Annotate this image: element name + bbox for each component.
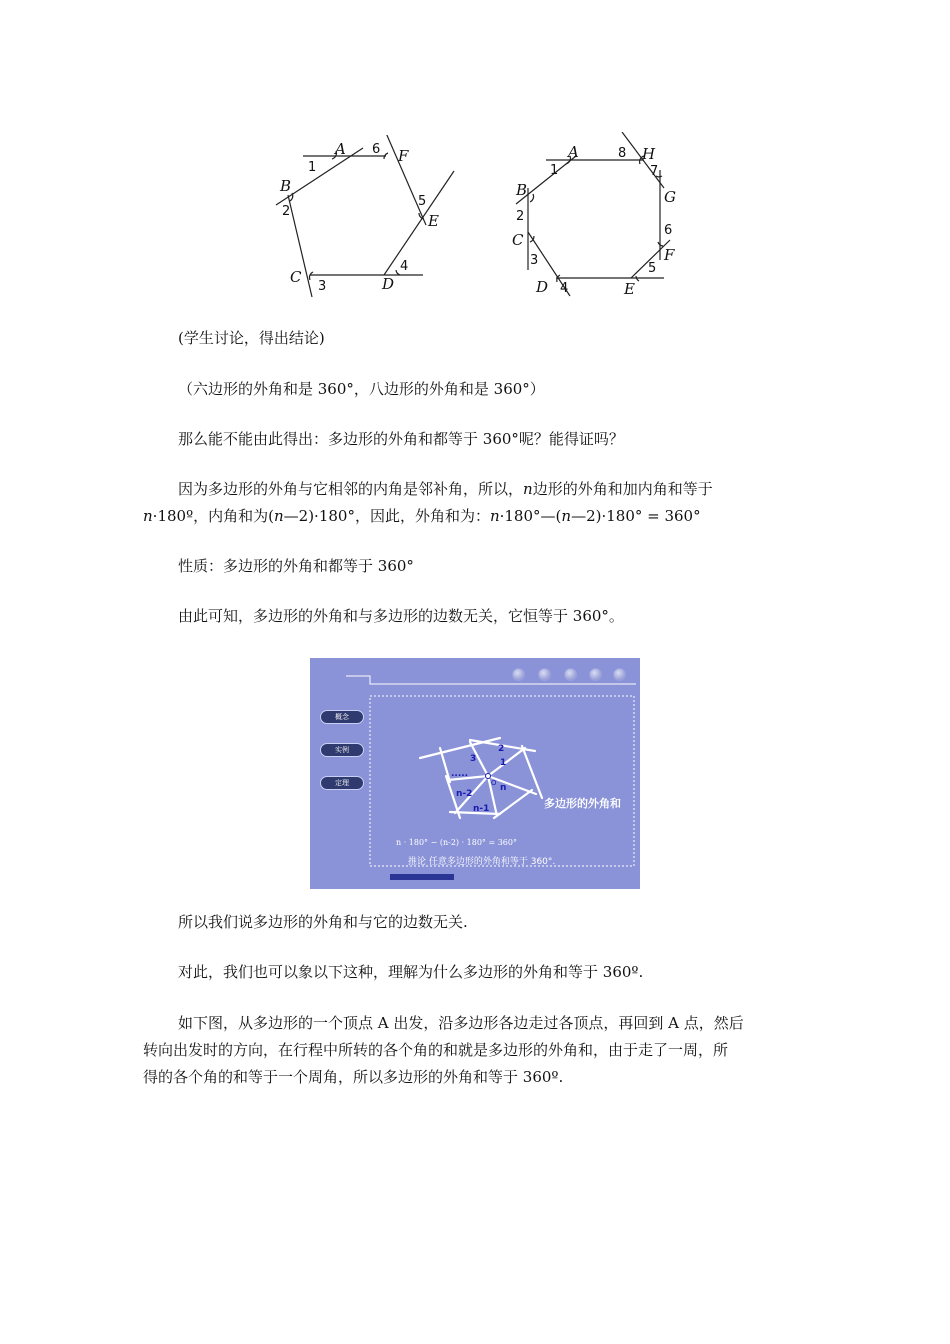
slide-angle-label: 2 — [498, 744, 505, 754]
slide-nav-button[interactable] — [538, 668, 551, 681]
angle-label: 4 — [400, 259, 409, 274]
slide-nav-button[interactable] — [564, 668, 577, 681]
angle-label: 3 — [530, 253, 539, 268]
paragraph-discussion: (学生讨论，得出结论) — [178, 329, 325, 347]
text-run: ·180º，内角和为( — [152, 507, 274, 525]
vertex-label: E — [428, 212, 439, 230]
angle-label: 7 — [650, 164, 659, 179]
slide-angle-label: n-2 — [456, 789, 473, 799]
slide-angle-label: 3 — [470, 754, 477, 764]
slide-title: 多边形的外角和 — [544, 797, 621, 810]
slide-center-label: O — [491, 779, 497, 787]
angle-label: 2 — [282, 204, 291, 219]
angle-label: 6 — [372, 142, 381, 157]
variable-n: n — [489, 507, 500, 525]
hexagon-exterior-angles-figure — [268, 135, 468, 300]
slide-nav-button[interactable] — [613, 668, 626, 681]
paragraph-walk-line3: 得的各个角的和等于一个周角，所以多边形的外角和等于 360º. — [143, 1068, 564, 1086]
vertex-label: G — [664, 188, 676, 206]
variable-n: n — [523, 480, 533, 498]
paragraph-conclusion: （六边形的外角和是 360°，八边形的外角和是 360°） — [178, 380, 545, 398]
paragraph-alternative: 对此，我们也可以象以下这种，理解为什么多边形的外角和等于 360º. — [178, 963, 644, 981]
vertex-label: D — [382, 275, 395, 293]
vertex-label: D — [536, 278, 549, 296]
paragraph-summary: 所以我们说多边形的外角和与它的边数无关. — [178, 913, 468, 931]
angle-label: 5 — [418, 194, 427, 209]
vertex-label: F — [664, 246, 675, 264]
slide-angle-label: ..... — [451, 769, 469, 779]
angle-label: 1 — [308, 160, 317, 175]
angle-label: 1 — [550, 163, 559, 178]
variable-n: n — [561, 507, 572, 525]
text-run: ·180°—( — [499, 507, 562, 525]
angle-label: 8 — [618, 146, 627, 161]
paragraph-walk-line2: 转向出发时的方向，在行程中所转的各个角的和就是多边形的外角和，由于走了一周，所 — [143, 1041, 729, 1059]
slide-formula: n · 180° − (n-2) · 180° = 360° — [396, 838, 517, 847]
angle-label: 2 — [516, 209, 525, 224]
text-run: —2)·180°，因此，外角和为： — [283, 507, 490, 525]
courseware-slide-image — [310, 658, 640, 889]
slide-nav-button[interactable] — [589, 668, 602, 681]
vertex-label: B — [516, 181, 528, 199]
slide-example-button[interactable]: 实例 — [320, 743, 364, 757]
slide-nav-button[interactable] — [512, 668, 525, 681]
vertex-label: C — [290, 268, 302, 286]
paragraph-walk-line1: 如下图，从多边形的一个顶点 A 出发，沿多边形各边走过各顶点，再回到 A 点，然后 — [178, 1014, 744, 1032]
slide-concept-button[interactable]: 概念 — [320, 710, 364, 724]
paragraph-inference: 由此可知，多边形的外角和与多边形的边数无关，它恒等于 360°。 — [178, 607, 624, 625]
vertex-label: C — [512, 231, 524, 249]
angle-label: 5 — [648, 261, 657, 276]
paragraph-question: 那么能不能由此得出：多边形的外角和都等于 360°呢？能得证吗？ — [178, 430, 624, 448]
slide-angle-label: 1 — [500, 758, 507, 768]
paragraph-property: 性质：多边形的外角和都等于 360° — [178, 557, 414, 575]
octagon-exterior-angles-figure — [508, 132, 693, 300]
vertex-label: E — [624, 280, 635, 298]
slide-angle-label: n-1 — [473, 804, 490, 814]
vertex-label: F — [398, 147, 409, 165]
paragraph-proof-line2 — [0, 503, 950, 530]
variable-n: n — [143, 507, 153, 525]
angle-label: 3 — [318, 279, 327, 294]
slide-angle-label: n — [500, 783, 507, 793]
angle-label: 6 — [664, 223, 673, 238]
slide-corollary: 推论 任意多边形的外角和等于 360°. — [408, 857, 556, 867]
variable-n: n — [273, 507, 284, 525]
paragraph-proof-line1 — [0, 476, 950, 503]
angle-label: 4 — [560, 281, 569, 296]
vertex-label: A — [335, 140, 346, 158]
text-run: —2)·180° = 360° — [571, 507, 701, 525]
vertex-label: A — [568, 143, 579, 161]
text-run: 边形的外角和加内角和等于 — [532, 480, 713, 498]
text-run: 因为多边形的外角与它相邻的内角是邻补角，所以， — [178, 480, 524, 498]
slide-progress-bar — [390, 874, 454, 880]
vertex-label: H — [642, 145, 656, 163]
slide-theorem-button[interactable]: 定理 — [320, 776, 364, 790]
vertex-label: B — [280, 177, 292, 195]
